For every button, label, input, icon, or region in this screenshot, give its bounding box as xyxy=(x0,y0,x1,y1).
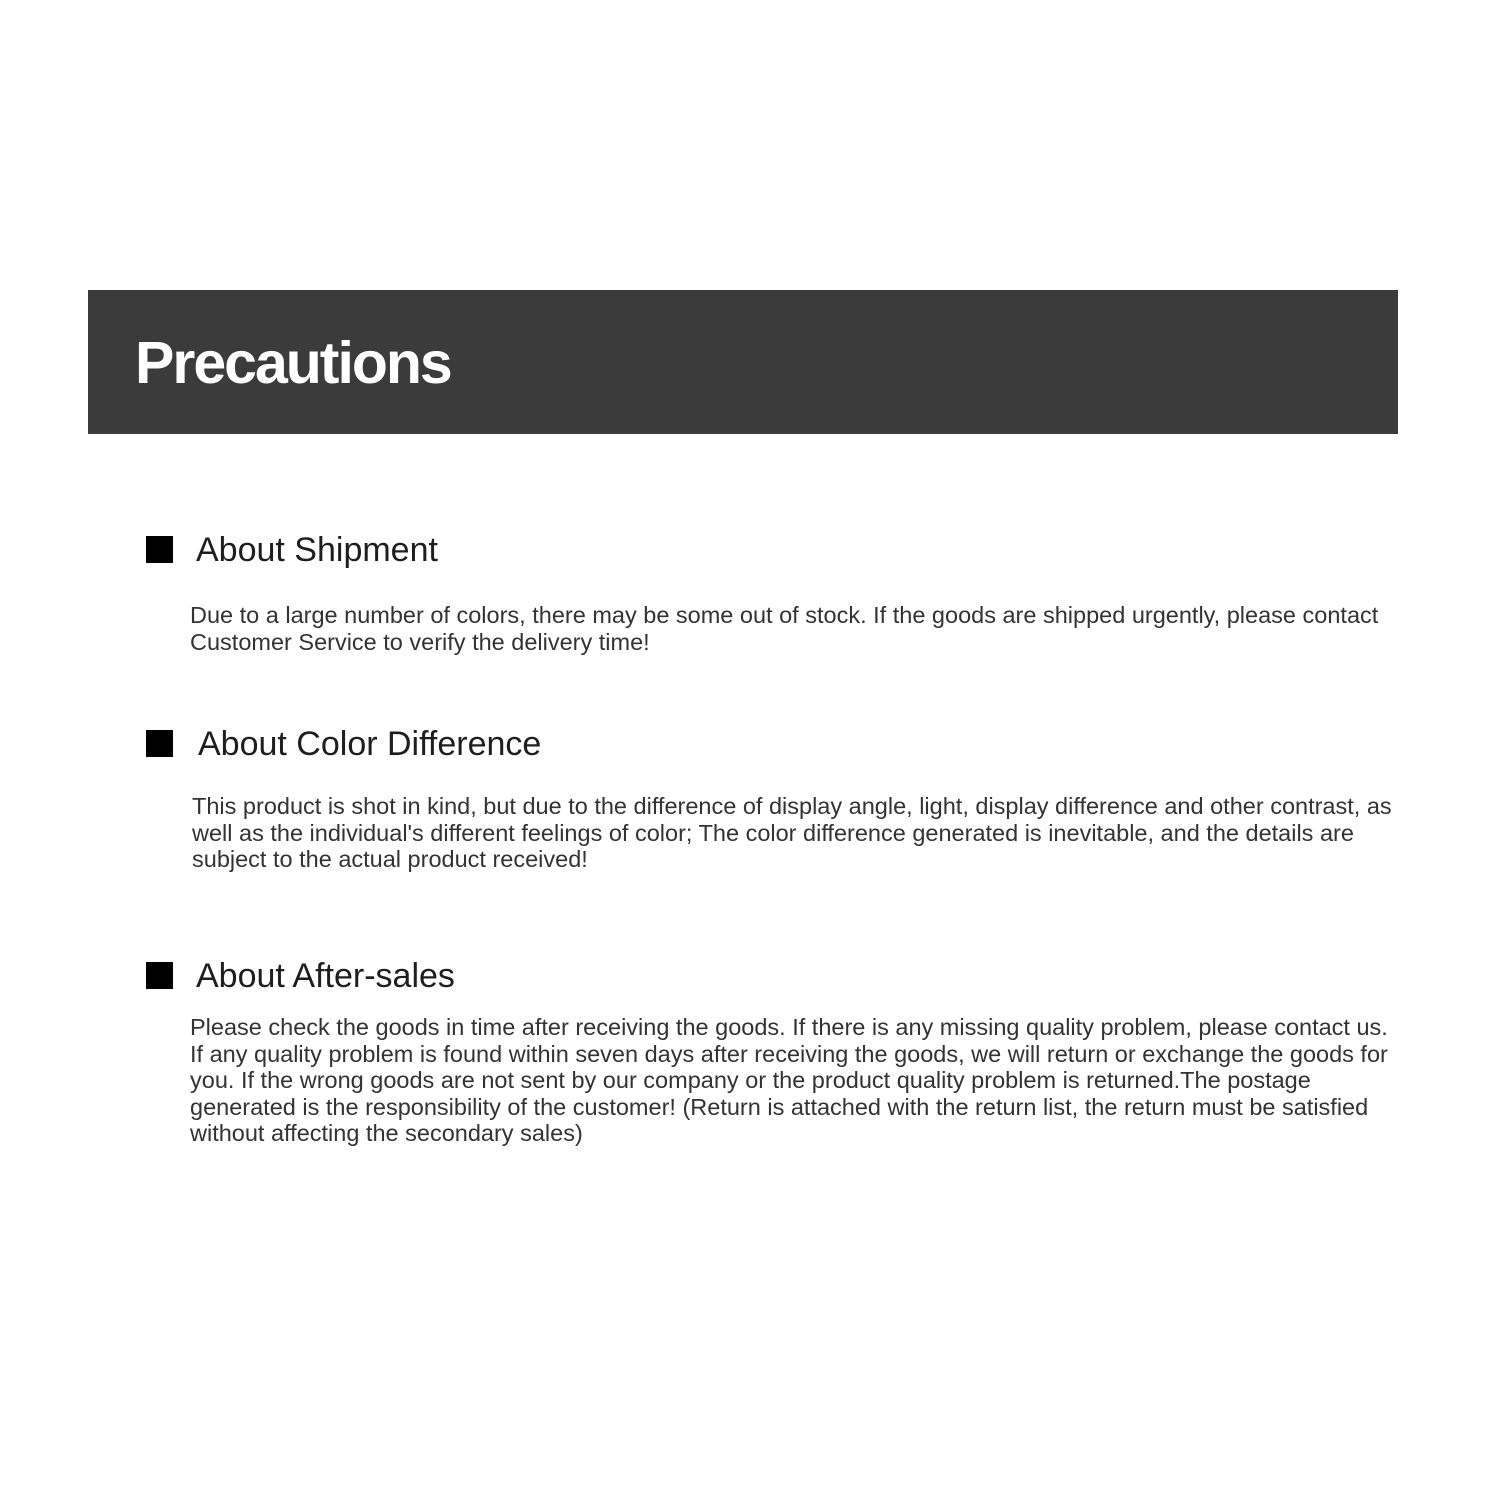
section-body: This product is shot in kind, but due to the difference of display angle, light, display difference and other contrast, as well as the individual's different feelings of color; The color difference generated is inevitable, and the details are subject to the actual product received! xyxy=(192,793,1392,873)
section-header xyxy=(146,958,1386,998)
square-bullet-icon xyxy=(146,962,173,989)
section-header xyxy=(146,532,1386,572)
section-about-after-sales xyxy=(146,957,1388,1147)
section-about-color-difference xyxy=(146,725,1392,873)
page-title: Precautions xyxy=(135,330,451,396)
section-about-shipment xyxy=(146,531,1386,655)
section-header xyxy=(146,726,1386,766)
section-title: About After-sales xyxy=(196,957,455,995)
section-body: Please check the goods in time after receiving the goods. If there is any missing quality problem, please contact us. If any quality problem is found within seven days after receiving the goods, we will return or exchange the goods for you. If the wrong goods are not sent by our company or the product quality problem is returned.The postage generated is the responsibility of the customer! (Return is attached with the return list, the return must be satisfied without affecting the secondary sales) xyxy=(190,1014,1388,1147)
section-title: About Shipment xyxy=(196,531,438,569)
section-title: About Color Difference xyxy=(198,725,542,763)
square-bullet-icon xyxy=(146,536,173,563)
precautions-banner xyxy=(88,290,1398,434)
square-bullet-icon xyxy=(146,730,173,757)
section-body: Due to a large number of colors, there may be some out of stock. If the goods are shipped urgently, please contact Customer Service to verify the delivery time! xyxy=(190,602,1379,655)
